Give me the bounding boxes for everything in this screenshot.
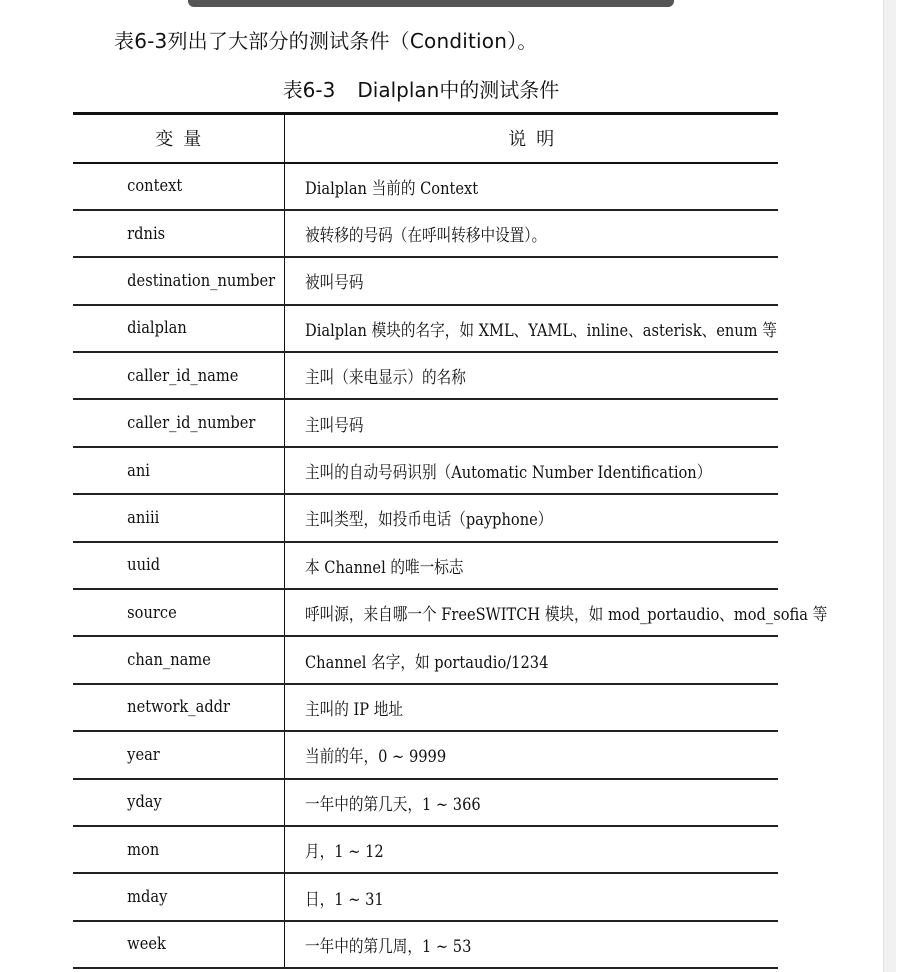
table-row [73, 589, 778, 636]
table-row [73, 447, 778, 494]
description-cell [284, 921, 778, 968]
table-row [73, 873, 778, 920]
variable-cell: destination_number [73, 257, 254, 304]
variable-cell: dialplan [73, 305, 254, 352]
table-row [73, 399, 778, 446]
description-text: 日，1 ~ 31 [304, 889, 384, 910]
description-cell [284, 399, 778, 446]
viewer-top-scrollbar[interactable] [188, 0, 674, 7]
description-cell [284, 589, 827, 636]
description-cell [284, 163, 778, 210]
variable-cell: yday [73, 779, 254, 826]
variable-cell: week [73, 921, 254, 968]
description-cell [284, 352, 778, 399]
table-row [73, 826, 778, 873]
description-cell [284, 636, 778, 683]
description-text: 主叫号码 [304, 415, 363, 436]
variable-cell: chan_name [73, 636, 254, 683]
description-cell [284, 447, 778, 494]
variable-cell: network_addr [73, 684, 254, 731]
variable-cell: mon [73, 826, 254, 873]
description-text: 呼叫源，来自哪一个 FreeSWITCH 模块，如 mod_portaudio、mod_sofia 等 [304, 605, 827, 626]
description-text: 月，1 ~ 12 [304, 842, 384, 863]
description-text: 一年中的第几天，1 ~ 366 [304, 794, 481, 815]
variable-cell: caller_id_name [73, 352, 254, 399]
table-row [73, 494, 778, 541]
description-cell [284, 731, 778, 778]
table-caption-title: Dialplan中的测试条件 [357, 78, 560, 102]
description-text: 一年中的第几周，1 ~ 53 [304, 936, 471, 957]
table-row [73, 636, 778, 683]
description-cell [284, 542, 778, 589]
viewer-right-scrollbar[interactable] [883, 0, 896, 972]
table-row [73, 731, 778, 778]
table-caption-number: 表6-3 [282, 78, 336, 102]
variable-cell: caller_id_number [73, 399, 254, 446]
description-text: 被转移的号码（在呼叫转移中设置）。 [304, 226, 546, 247]
variable-cell: year [73, 731, 254, 778]
description-cell [284, 873, 778, 920]
header-description: 说明 [284, 114, 778, 163]
table-caption [0, 74, 842, 103]
description-cell [284, 257, 778, 304]
table-row [73, 921, 778, 968]
table-row [73, 163, 778, 210]
description-text: 当前的年，0 ~ 9999 [304, 747, 446, 768]
description-cell [284, 305, 778, 352]
table-row [73, 305, 778, 352]
description-cell [284, 494, 778, 541]
table-row [73, 352, 778, 399]
table-header-row [73, 114, 778, 163]
variable-cell: aniii [73, 494, 254, 541]
header-variable: 变量 [73, 114, 284, 163]
table-row [73, 779, 778, 826]
condition-table [73, 112, 827, 969]
description-text: Dialplan 模块的名字，如 XML、YAML、inline、asterisk、enum 等 [304, 320, 777, 341]
table-row [73, 684, 778, 731]
description-cell [284, 684, 778, 731]
description-text: 主叫（来电显示）的名称 [304, 368, 466, 389]
description-text: 主叫的自动号码识别（Automatic Number Identification） [304, 463, 711, 484]
description-text: 主叫类型，如投币电话（payphone） [304, 510, 552, 531]
table-row [73, 542, 778, 589]
variable-cell: context [73, 163, 254, 210]
description-text: Dialplan 当前的 Context [304, 178, 478, 199]
description-cell [284, 826, 778, 873]
variable-cell: source [73, 589, 254, 636]
description-cell [284, 779, 778, 826]
intro-paragraph: 表6-3列出了大部分的测试条件（Condition）。 [114, 29, 538, 53]
description-text: 被叫号码 [304, 273, 363, 294]
variable-cell: mday [73, 873, 254, 920]
description-text: 本 Channel 的唯一标志 [304, 557, 463, 578]
variable-cell: uuid [73, 542, 254, 589]
variable-cell: rdnis [73, 210, 254, 257]
description-text: Channel 名字，如 portaudio/1234 [304, 652, 548, 673]
table-row [73, 210, 778, 257]
description-cell [284, 210, 778, 257]
variable-cell: ani [73, 447, 254, 494]
description-text: 主叫的 IP 地址 [304, 699, 403, 720]
table-row [73, 257, 778, 304]
